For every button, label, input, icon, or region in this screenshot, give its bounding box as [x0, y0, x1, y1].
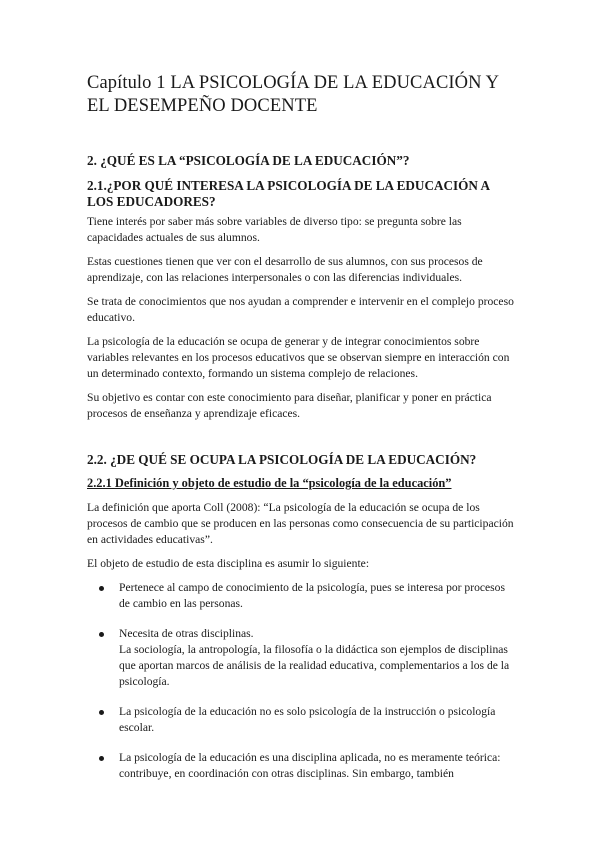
- sub-subsection-heading: 2.2.1 Definición y objeto de estudio de la “psicología de la educación”: [87, 476, 452, 490]
- list-item-text: La psicología de la educación es una disciplina aplicada, no es meramente teórica: contribuye, en coordinación con otras disciplinas. Sin embargo, también: [119, 751, 501, 780]
- list-item: [87, 704, 517, 736]
- bullet-list: [87, 580, 517, 782]
- list-item: [87, 580, 517, 612]
- bullet-icon: [99, 586, 104, 591]
- bullet-icon: [99, 756, 104, 761]
- list-item: [87, 750, 517, 782]
- bullet-icon: [99, 632, 104, 637]
- chapter-title: Capítulo 1 LA PSICOLOGÍA DE LA EDUCACIÓN Y EL DESEMPEÑO DOCENTE: [87, 73, 499, 116]
- bullet-icon: [99, 710, 104, 715]
- paragraph: Su objetivo es contar con este conocimiento para diseñar, planificar y poner en práctica procesos de enseñanza y aprendizaje eficaces.: [87, 391, 492, 420]
- paragraph: Se trata de conocimientos que nos ayudan a comprender e intervenir en el complejo proceso educativo.: [87, 295, 514, 324]
- section-heading: 2. ¿QUÉ ES LA “PSICOLOGÍA DE LA EDUCACIÓN”?: [87, 153, 410, 168]
- document-content: [87, 72, 517, 796]
- subsection-heading: 2.2. ¿DE QUÉ SE OCUPA LA PSICOLOGÍA DE LA EDUCACIÓN?: [87, 452, 477, 467]
- list-item-text: Necesita de otras disciplinas.: [119, 627, 254, 640]
- definition-paragraph: La definición que aporta Coll (2008): “La psicología de la educación se ocupa de los procesos de cambio que se producen en las personas como consecuencia de su participación en actividades educativas”.: [87, 501, 514, 546]
- list-item-subtext: La sociología, la antropología, la filosofía o la didáctica son ejemplos de disciplinas que aportan marcos de análisis de la realidad educativa, complementarios a los de la psicología.: [119, 643, 510, 688]
- list-item-text: Pertenece al campo de conocimiento de la psicología, pues se interesa por procesos de cambio en las personas.: [119, 581, 505, 610]
- list-item-text: La psicología de la educación no es solo psicología de la instrucción o psicología escolar.: [119, 705, 496, 734]
- paragraph: La psicología de la educación se ocupa de generar y de integrar conocimientos sobre variables relevantes en los procesos educativos que se observan siempre en interacción con un determinado contexto, formando un sistema complejo de relaciones.: [87, 335, 510, 380]
- subsection-heading: 2.1.¿POR QUÉ INTERESA LA PSICOLOGÍA DE LA EDUCACIÓN A LOS EDUCADORES?: [87, 178, 490, 209]
- paragraph: El objeto de estudio de esta disciplina es asumir lo siguiente:: [87, 557, 370, 570]
- paragraph: Tiene interés por saber más sobre variables de diverso tipo: se pregunta sobre las capacidades actuales de sus alumnos.: [87, 215, 462, 244]
- paragraph: Estas cuestiones tienen que ver con el desarrollo de sus alumnos, con sus procesos de aprendizaje, con las relaciones interpersonales o con las diferencias individuales.: [87, 255, 483, 284]
- list-item: [87, 626, 517, 690]
